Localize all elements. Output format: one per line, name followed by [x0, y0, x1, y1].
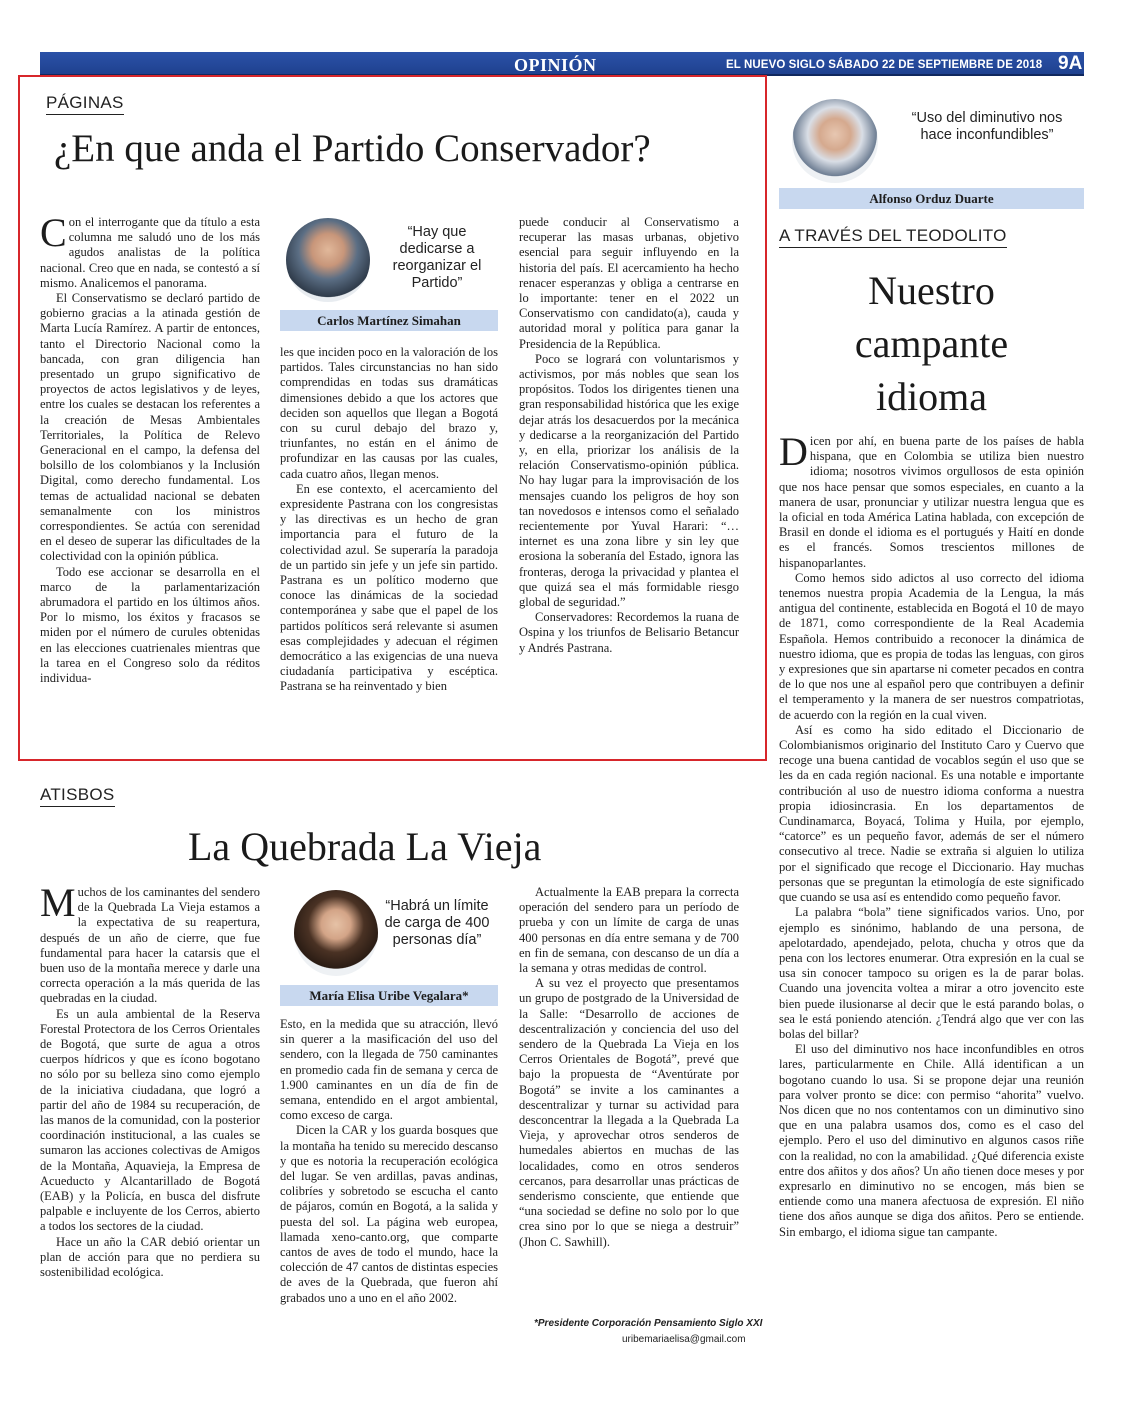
- author-name: María Elisa Uribe Vegalara*: [280, 985, 498, 1006]
- article2-column-2: [280, 1017, 498, 1343]
- paragraph: Todo ese accionar se desarrolla en el marco de la parlamentarización abrumadora el partido en los últimos años. Por lo mismo, los éxitos y fracasos se miden por el número de curules obtenidas en las elecciones cuatrienales mientras que la tarea en el Congreso solo da réditos individua-: [40, 564, 260, 686]
- article1-section-label: PÁGINAS: [46, 93, 124, 115]
- article3-title-line: idioma: [875, 374, 988, 419]
- article3-title: [779, 264, 1084, 423]
- article1-column-3: [519, 215, 739, 741]
- paragraph: Poco se logrará con voluntarismos y activismos, por más nobles que sean los propósitos. Todos los dirigentes tienen una gran responsabilidad histórica que les exige dejar atrás los desacuerdos por la mecánica y dedicarse a la reorganización del Partido y, en ella, priorizar los análisis de la relación Conservatismo-opinión pública. No hay lugar para la improvisación de los mensajes cuando los peligros de hoy son tan novedosos e intensos como el señalado recientemente por Yuval Harari: “… internet es una zona libre y sin ley que erosiona la soberanía del Estado, ignora las fronteras, deroga la privacidad y plantea el que quizá sea el más formidable riesgo global de seguridad.”: [519, 351, 739, 610]
- article1-column-2: [280, 345, 498, 741]
- paragraph: Como hemos sido adictos al uso correcto del idioma tenemos nuestra propia Academia de la Lengua, la más antigua del continente, establecida en Bogotá el 10 de mayo de 1871, como correspondiente de la Real Academia Española. Hemos contribuido a reconocer la dinámica de nuestro idioma, que es propia de todas las lenguas, con giros y expresiones que sin apartarse ni cometer pecados en contra de lo que nos une al español pero que contribuyen a definir el temperamento y la manera de ser nuestros compatriotas, de acuerdo con la región en la cual viven.: [779, 570, 1084, 722]
- page-number: 9A: [1058, 53, 1083, 74]
- paragraph: Dicen la CAR y los guarda bosques que la montaña ha tenido su merecido descanso y que es notoria la recuperación ecológica del lugar. Se ven ardillas, pavas andinas, colibríes y sobretodo se escucha el canto de pájaros, común en Bogotá, a la salida y puesta del sol. La página web europea, llamada xeno-canto.org, que comparte cantos de aves de todo el mundo, hace la colección de 47 cantos de distintas especies de aves de la Quebrada, que fueron ahí grabados uno a uno en el año 2002.: [280, 1123, 498, 1305]
- article1-title: ¿En que anda el Partido Conservador?: [54, 127, 651, 170]
- article1-column-1: [40, 215, 260, 741]
- drop-cap: M: [40, 885, 76, 925]
- paragraph: icen por ahí, en buena parte de los países de habla hispana, que en Colombia se utiliza bien nuestro idioma; nosotros vivimos orgullosos de esta opinión que nos hace pensar que somos especiales, en cuanto a la manera de usar, pronunciar y utilizar nuestra lengua que es la oficial en toda América Latina hablada, con excepción de Brasil en donde el idioma es el portugués y Haití en donde es el francés. Somos trescientos millones de hispanoparlantes.: [779, 434, 1084, 570]
- drop-cap: D: [779, 434, 808, 474]
- paragraph: les que inciden poco en la valoración de los partidos. Tales circunstancias no han sido comprendidas en todas sus dramáticas dimensiones debido a que los actores que deciden son aquellos que llegan a Bogotá con su curul debajo del brazo y, triunfantes, no están en el ánimo de profundizar en las causas por las cuales, cada cuatro años, llegan menos.: [280, 345, 498, 481]
- paragraph: A su vez el proyecto que presentamos un grupo de postgrado de la Universidad de la Salle: “Desarrollo de acciones de descentralización y conciencia del uso del sendero de la Quebrada La Vieja en los Cerros Orientales de Bogotá”, prevé que bajo la propuesta de “Aventúrate por Bogotá” se invite a los caminantes a descentralizar y turnar su actividad para desconcentrar la llegada a la Quebrada La Vieja, y aprovechar otros senderos de humedales abiertos en muchas de las localidades, como en otros senderos cercanos, para desarrollar unas prácticas de senderismo consciente, que entiende que “una sociedad se define no solo por lo que crea sino por lo que se niega a destruir” (Jhon C. Sawhill).: [519, 976, 739, 1249]
- paragraph: El uso del diminutivo nos hace inconfundibles en otros lares, particularmente en Chile. Allá identifican a un bogotano cuando lo usa. Si se propone dejar una reunión para volver pronto se dice: con permiso “ahorita” vuelvo. Nos dicen que no nos contentamos con un diminutivo sino que en una palabra usamos dos, como es el caso del ejemplo. Pero el uso del diminutivo en algunos casos riñe con la realidad, no con la amabilidad. ¿Qué diferencia existe entre dos añitos y dos años? Un año tienen doce meses y por expresarlo en diminutivo no se encogen, más bien se entiende como una manera afectuosa de expresión. El niño tiene dos años aunque se diga dos añitos. Pero se entiende. Sin embargo, el idioma sigue tan campante.: [779, 1042, 1084, 1239]
- paragraph: Así es como ha sido editado el Diccionario de Colombianismos originario del Instituto Caro y Cuervo que recoge una buena cantidad de vocablos según el uso que se les da en cada región nacional. Es una notable e importante contribución al uso de nuestro idioma conforma a nuestra propia idiosincrasia. En los departamentos de Cundinamarca, Boyacá, Tolima y Huila, por ejemplo, “catorce” es un pequeño favor, además de ser el número consecutivo al trece. Nadie se extraña si alguien lo utiliza por el significado que recoge el Diccionario. Hay muchas personas que se preguntan la etimología de este significado que cuando se usa así es entendido como pequeño favor.: [779, 722, 1084, 905]
- author-photo: [286, 218, 370, 302]
- author-photo: [294, 890, 378, 976]
- article3-section-label: A TRAVÉS DEL TEODOLITO: [779, 226, 1007, 248]
- article3-title-line: campante: [854, 321, 1009, 366]
- paragraph: on el interrogante que da título a esta columna me saludó uno de los más agudos analistas de la política nacional. Creo que en nada, se contestó a sí mismo. Analicemos el panorama.: [40, 215, 260, 290]
- paragraph: Esto, en la medida que su atracción, llevó sin querer a la masificación del uso del sendero, con la llegada de 750 caminantes en promedio cada fin de semana y cerca de 1.900 caminantes en un día de fin de semana, entendido en el argot ambiental, como exceso de carga.: [280, 1017, 498, 1123]
- paragraph: Hace un año la CAR debió orientar un plan de acción para que no perdiera su sostenibilidad ecológica.: [40, 1234, 260, 1280]
- article2-title: La Quebrada La Vieja: [188, 824, 542, 869]
- paragraph: Es un aula ambiental de la Reserva Forestal Protectora de los Cerros Orientales de Bogotá, que surte de agua a otros cuerpos hídricos y que es ícono bogotano no sólo por su belleza sino como ejemplo de la iniciativa ciudadana, que logró a partir del año de 1984 su recuperación, de las manos de la comunidad, con la posterior coordinación institucional, a las cuales se sumaron las acciones colectivas de Amigos de la Montaña, Aquavieja, la Empresa de Acueducto y Alcantarillado de Bogotá (EAB) y la Policía, en busca del disfrute palpable e incluyente de los Cerros, abierto a todos los sectores de la ciudad.: [40, 1006, 260, 1234]
- author-name: Alfonso Orduz Duarte: [779, 188, 1084, 209]
- drop-cap: C: [40, 215, 67, 255]
- paragraph: Conservadores: Recordemos la ruana de Ospina y los triunfos de Belisario Betancur y Andrés Pastrana.: [519, 610, 739, 655]
- paragraph: El Conservatismo se declaró partido de gobierno gracias a la atinada gestión de Marta Lucía Ramírez. A partir de entonces, tanto el Directorio Nacional como la bancada, con gran diligencia han presentado un grupo significativo de proyectos de actos legislativos y de leyes, entre los cuales se destacan los referentes a la creación de Mesas Ambientales Territoriales, la Política de Relevo Generacional en el campo, la defensa del bolsillo de los colombianos y la Inclusión Digital, como derecho fundamental. Los temas de actualidad nacional se debaten semanalmente con los ministros correspondientes. Se actúa con serenidad en el deseo de superar las dificultades de la colectividad con la opinión pública.: [40, 291, 260, 564]
- paragraph: Actualmente la EAB prepara la correcta operación del sendero para un período de prueba y con un límite de carga de unas 400 personas en día entre semana y de 700 en fin de semana, con descanso de un día a la semana y otras medidas de control.: [519, 885, 739, 976]
- author-footnote: *Presidente Corporación Pensamiento Siglo XXI: [534, 1318, 763, 1329]
- article2-author-box: [280, 888, 498, 1006]
- paragraph: puede conducir al Conservatismo a recuperar las masas urbanas, objetivo esencial para seguir influyendo en la historia del país. El acercamiento ha hecho renacer esperanzas y obliga a centrarse en lo importante: tener en el 2022 un Conservatismo con candidato(a), cauda y autoridad moral y política para ganar la Presidencia de la República.: [519, 215, 739, 351]
- paragraph: uchos de los caminantes del sendero de la Quebrada La Vieja estamos a la expectativa de su reapertura, después de un año de cierre, que fue fundamental para hacer la catarsis que el buen uso de la montaña merece y darle una correcta operación a la más querida de las quebradas en la ciudad.: [40, 885, 260, 1006]
- article2-column-3: [519, 885, 739, 1317]
- author-email: uribemariaelisa@gmail.com: [622, 1334, 746, 1345]
- paragraph: En ese contexto, el acercamiento del expresidente Pastrana con los congresistas y las directivas es un hecho de gran importancia para el futuro de la colectividad azul. Se superaría la paradoja de un partido sin jefe y un jefe sin partido. Pastrana es un político moderno que conoce las dinámicas de la sociedad contemporánea y sabe que el papel de los partidos políticos será relevante si asumen esas complejidades y adecuan el régimen democrático a las exigencias de una nueva ciudadanía participativa y escéptica. Pastrana se ha reinventado y bien: [280, 481, 498, 694]
- article1-author-box: [280, 216, 498, 332]
- article2-section-label: ATISBOS: [40, 785, 115, 807]
- paragraph: La palabra “bola” tiene significados varios. Uno, por ejemplo es sinónimo, hablando de una persona, de apelotardado, apendejado, pelota, chucha y otros que da pena con los lectores enumerar. Otra expresión en la cual se usa sin conocer tampoco su origen es la de parar bolas. Cuando una jovencita voltea a mirar a otro jovencito este bien puede ilusionarse al decir que le está parando bolas, o sea le está poniendo atención. ¿Tendrá algo que ver con las bolas del billar?: [779, 905, 1084, 1041]
- section-name: OPINIÓN: [514, 55, 597, 75]
- author-photo: [792, 99, 878, 183]
- pull-quote: “Habrá un límite de carga de 400 personas día”: [384, 898, 490, 948]
- article3-title-line: Nuestro: [868, 268, 995, 313]
- article2-column-1: [40, 885, 260, 1345]
- pull-quote: “Hay que dedicarse a reorganizar el Partido”: [392, 224, 482, 291]
- article3-body: [779, 434, 1084, 1352]
- masthead-date: EL NUEVO SIGLO SÁBADO 22 DE SEPTIEMBRE DE 2018: [726, 59, 1043, 71]
- author-name: Carlos Martínez Simahan: [280, 310, 498, 331]
- pull-quote: “Uso del diminutivo nos hace inconfundibles”: [911, 110, 1063, 143]
- article3-author-box: [779, 94, 1084, 210]
